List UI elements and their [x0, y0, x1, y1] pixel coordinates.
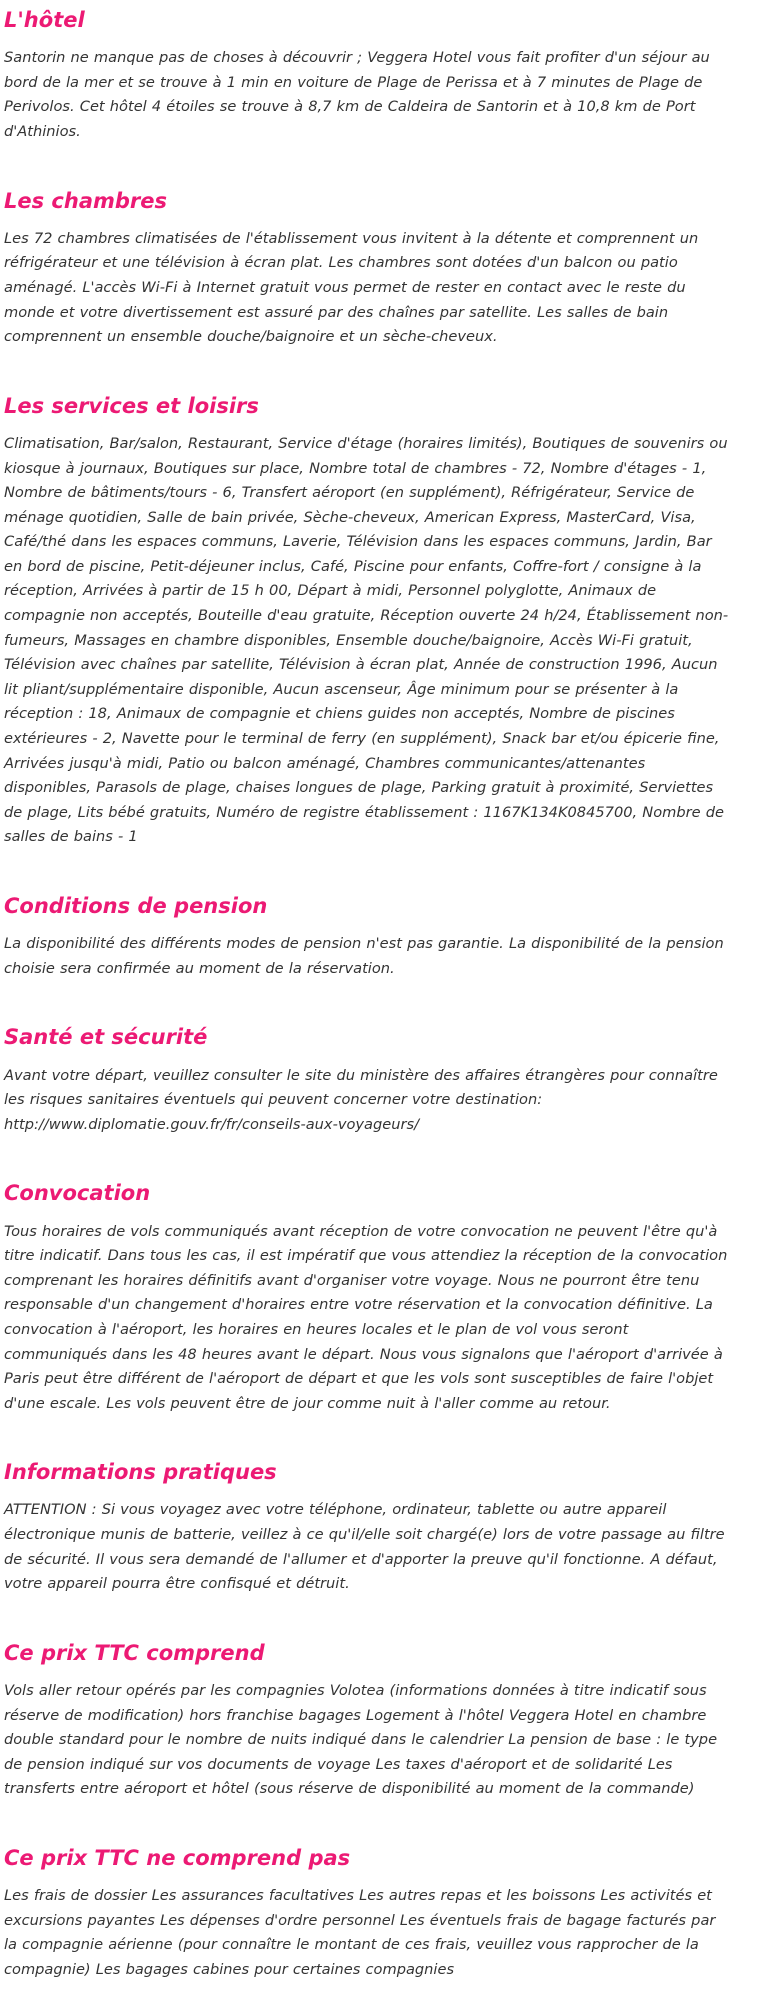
section-body-prix-comprend: Vols aller retour opérés par les compagnies Volotea (informations données à titre indicatif sous réserve de modification) hors franchise bagages Logement à l'hôtel Veggera Hotel en chambre double standard pour le nombre de nuits indiqué dans le calendrier La pension de base : le type de pension indiqué sur vos documents de voyage Les taxes d'aéroport et de solidarité Les transferts entre aéroport et hôtel (sous réserve de disponibilité au moment de la commande) — [4, 1682, 718, 1798]
section-convocation — [4, 1181, 732, 1416]
section-hotel — [4, 8, 732, 145]
section-body-chambres: Les 72 chambres climatisées de l'établissement vous invitent à la détente et comprennent un réfrigérateur et une télévision à écran plat. Les chambres sont dotées d'un balcon ou patio aménagé. L'accès Wi-Fi à Internet gratuit vous permet de rester en contact avec le reste du monde et votre divertissement est assuré par des chaînes par satellite. Les salles de bain comprennent un ensemble douche/baignoire et un sèche-cheveux. — [4, 229, 699, 346]
section-chambres — [4, 189, 732, 350]
section-body-informations-pratiques: ATTENTION : Si vous voyagez avec votre téléphone, ordinateur, tablette ou autre appareil électronique munis de batterie, veillez à ce qu'il/elle soit chargé(e) lors de votre passage au filtre de sécurité. Il vous sera demandé de l'allumer et d'apporter la preuve qu'il fonctionne. A défaut, votre appareil pourra être confisqué et détruit. — [4, 1501, 725, 1593]
section-heading-chambres: Les chambres — [4, 188, 168, 213]
section-prix-comprend — [4, 1641, 732, 1802]
section-body-hotel: Santorin ne manque pas de choses à découvrir ; Veggera Hotel vous fait profiter d'un séjour au bord de la mer et se trouve à 1 min en voiture de Plage de Perissa et à 7 minutes de Plage de Perivolos. Cet hôtel 4 étoiles se trouve à 8,7 km de Caldeira de Santorin et à 10,8 km de Port d'Athinios. — [4, 49, 710, 140]
section-body-conditions-pension: La disponibilité des différents modes de pension n'est pas garantie. La disponibilité de la pension choisie sera confirmée au moment de la réservation. — [4, 935, 724, 977]
section-heading-prix-comprend: Ce prix TTC comprend — [4, 1640, 265, 1665]
section-heading-services-loisirs: Les services et loisirs — [4, 393, 259, 418]
section-body-prix-ne-comprend-pas: Les frais de dossier Les assurances facultatives Les autres repas et les boissons Les activités et excursions payantes Les dépenses d'ordre personnel Les éventuels frais de bagage facturés par la compagnie aérienne (pour connaître le montant de ces frais, veuillez vous rapprocher de la compagnie) Les bagages cabines pour certaines compagnies — [4, 1887, 716, 1978]
section-heading-hotel: L'hôtel — [4, 8, 85, 32]
section-sante-securite — [4, 1025, 732, 1137]
section-heading-conditions-pension: Conditions de pension — [4, 894, 268, 918]
section-heading-informations-pratiques: Informations pratiques — [4, 1460, 277, 1485]
section-services-loisirs — [4, 394, 732, 850]
section-heading-sante-securite: Santé et sécurité — [4, 1025, 208, 1050]
section-body-convocation: Tous horaires de vols communiqués avant réception de votre convocation ne peuvent l'être qu'à titre indicatif. Dans tous les cas, il est impératif que vous attendiez la réception de la convocation comprenant les horaires définitifs avant d'organiser votre voyage. Nous ne pourront être tenu responsable d'un changement d'horaires entre votre réservation et la convocation définitive. La convocation à l'aéroport, les horaires en heures locales et le plan de vol vous seront communiqués dans les 48 heures avant le départ. Nous vous signalons que l'aéroport d'arrivée à Paris peut être différent de l'aéroport de départ et que les vols sont susceptibles de faire l'objet d'une escale. Les vols peuvent être de jour comme nuit à l'aller comme au retour. — [4, 1222, 728, 1412]
section-prix-ne-comprend-pas — [4, 1846, 732, 1983]
section-body-services-loisirs: Climatisation, Bar/salon, Restaurant, Service d'étage (horaires limités), Boutiques de souvenirs ou kiosque à journaux, Boutiques sur place, Nombre total de chambres - 72, Nombre d'étages - 1, Nombre de bâtiments/tours - 6, Transfert aéroport (en supplément), Réfrigérateur, Service de ménage quotidien, Salle de bain privée, Sèche-cheveux, American Express, MasterCard, Visa, Café/thé dans les espaces communs, Laverie, Télévision dans les espaces communs, Jardin, Bar en bord de piscine, Petit-déjeuner inclus, Café, Piscine pour enfants, Coffre-fort / consigne à la réception, Arrivées à partir de 15 h 00, Départ à midi, Personnel polyglotte, Animaux de compagnie non acceptés, Bouteille d'eau gratuite, Réception ouverte 24 h/24, Établissement non-fumeurs, Massages en chambre disponibles, Ensemble douche/baignoire, Accès Wi-Fi gratuit, Télévision avec chaînes par satellite, Télévision à écran plat, Année de construction 1996, Aucun lit pliant/supplémentaire disponible, Aucun ascenseur, Âge minimum pour se présenter à la réception : 18, Animaux de compagnie et chiens guides non acceptés, Nombre de piscines extérieures - 2, Navette pour le terminal de ferry (en supplément), Snack bar et/ou épicerie fine, Arrivées jusqu'à midi, Patio ou balcon aménagé, Chambres communicantes/attenantes disponibles, Parasols de plage, chaises longues de plage, Parking gratuit à proximité, Serviettes de plage, Lits bébé gratuits, Numéro de registre établissement : 1167K134K0845700, Nombre de salles de bains - 1 — [4, 434, 729, 846]
section-conditions-pension — [4, 894, 732, 981]
section-informations-pratiques — [4, 1460, 732, 1597]
section-heading-convocation: Convocation — [4, 1181, 151, 1206]
section-heading-prix-ne-comprend-pas: Ce prix TTC ne comprend pas — [4, 1846, 351, 1870]
section-body-sante-securite: Avant votre départ, veuillez consulter le site du ministère des affaires étrangères pour connaître les risques sanitaires éventuels qui peuvent concerner votre destination: http://www.diplomatie.gouv.fr/fr/conseils-aux-voyageurs/ — [4, 1066, 718, 1133]
